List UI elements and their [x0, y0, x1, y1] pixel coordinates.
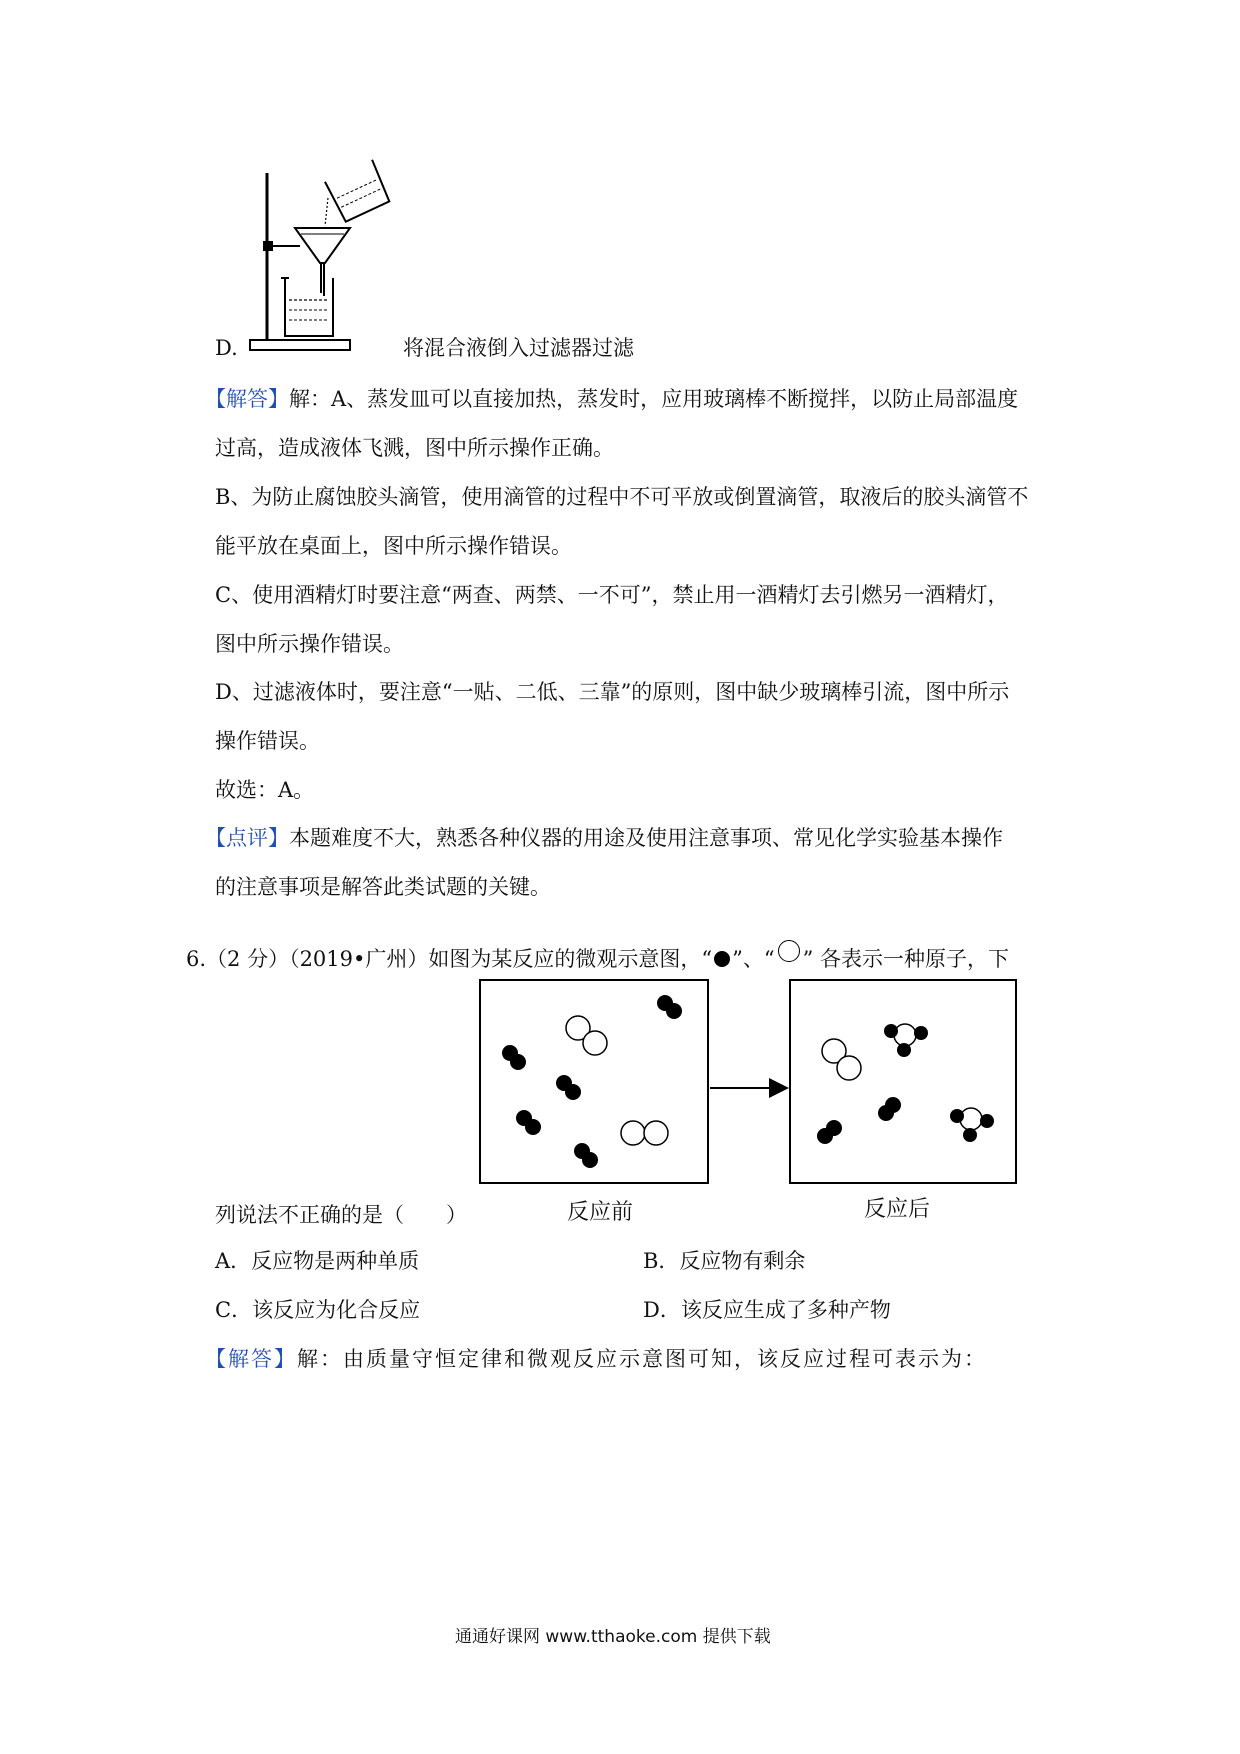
after-label: 反应后 — [864, 1197, 931, 1222]
question6-stem-line2: 列说法不正确的是（ ） — [215, 1203, 467, 1227]
option-b: B．反应物有剩余 — [643, 1249, 806, 1273]
answer5-line-3: B、为防止腐蚀胶头滴管，使用滴管的过程中不可平放或倒置滴管，取液后的胶头滴管不 — [215, 485, 1029, 509]
answer5-line-7: D、过滤液体时，要注意“一贴、二低、三靠”的原则，图中缺少玻璃棒引流，图中所示 — [215, 680, 1010, 704]
comment-tag: 【点评】 — [205, 826, 289, 850]
answer6-line-1: 【解答】解：由质量守恒定律和微观反应示意图可知，该反应过程可表示为： — [205, 1347, 987, 1371]
option-d-caption: 将混合液倒入过滤器过滤 — [403, 336, 634, 360]
black-atom-icon — [714, 951, 730, 967]
filtration-apparatus-figure — [245, 168, 405, 358]
option-d-letter: D. — [215, 336, 238, 360]
reaction-diagram — [478, 978, 1018, 1188]
answer-tag: 【解答】 — [205, 1347, 297, 1371]
option-c: C．该反应为化合反应 — [215, 1298, 421, 1322]
before-label: 反应前 — [567, 1200, 634, 1225]
option-d: D．该反应生成了多种产物 — [643, 1298, 891, 1322]
page-footer: 通通好课网 www.tthaoke.com 提供下载 — [455, 1627, 771, 1647]
answer5-line-4: 能平放在桌面上，图中所示操作错误。 — [215, 534, 572, 558]
answer5-line-6: 图中所示操作错误。 — [215, 632, 404, 656]
answer5-line-9: 故选：A。 — [215, 778, 315, 802]
answer5-line-1: 【解答】解：A、蒸发皿可以直接加热，蒸发时，应用玻璃棒不断搅拌，以防止局部温度 — [205, 387, 1019, 411]
comment5-line-1: 【点评】本题难度不大，熟悉各种仪器的用途及使用注意事项、常见化学实验基本操作 — [205, 826, 1003, 850]
question6-stem: 6.（2 分）（2019•广州）如图为某反应的微观示意图，“ ”、“ ” 各表示一种原子，下 — [186, 940, 1009, 974]
comment5-line-2: 的注意事项是解答此类试题的关键。 — [215, 875, 551, 899]
after-box — [790, 980, 1016, 1183]
answer5-line-8: 操作错误。 — [215, 729, 320, 753]
white-atom-icon — [778, 940, 800, 962]
answer5-line-2: 过高，造成液体飞溅，图中所示操作正确。 — [215, 436, 614, 460]
option-a: A．反应物是两种单质 — [215, 1249, 420, 1273]
answer5-line-5: C、使用酒精灯时要注意“两查、两禁、一不可”，禁止用一酒精灯去引燃另一酒精灯， — [215, 583, 1009, 607]
answer-tag: 【解答】 — [205, 387, 289, 411]
